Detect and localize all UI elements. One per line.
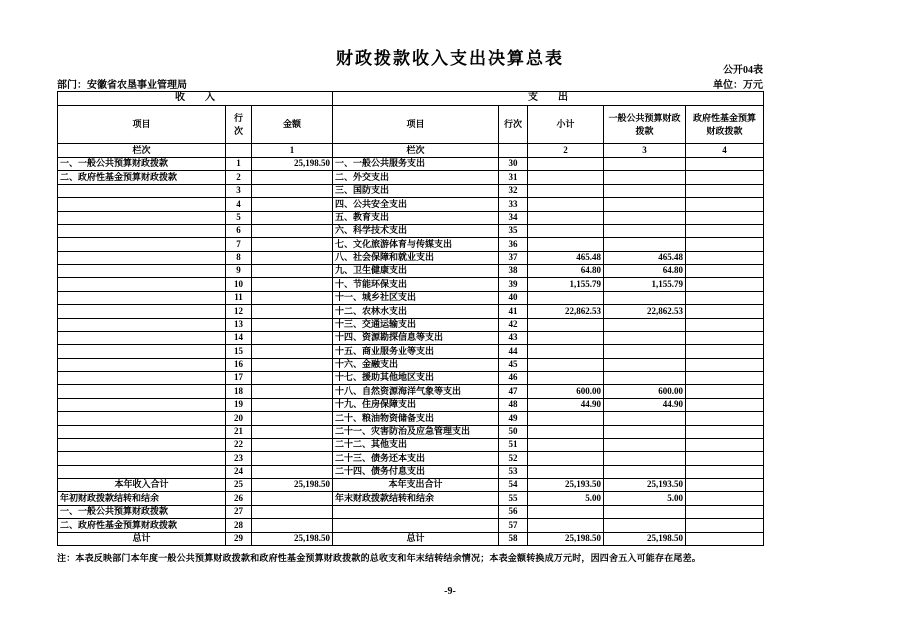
income-line-cell: 26	[226, 492, 252, 505]
expense-subtotal-cell	[528, 452, 604, 465]
income-line-cell: 4	[226, 198, 252, 211]
table-row	[58, 171, 764, 184]
expense-general-cell	[604, 171, 686, 184]
expense-line-cell: 48	[499, 398, 528, 411]
expense-line-cell: 50	[499, 425, 528, 438]
expense-line-cell: 39	[499, 278, 528, 291]
income-amount-cell	[252, 331, 333, 344]
expense-line-cell: 31	[499, 171, 528, 184]
expense-line-cell: 58	[499, 532, 528, 546]
expense-subtotal-cell	[528, 465, 604, 478]
income-amount-cell	[252, 398, 333, 411]
expense-item-cell: 一、一般公共服务支出	[333, 158, 499, 171]
table-row	[58, 278, 764, 291]
expense-subtotal-cell: 22,862.53	[528, 305, 604, 318]
expense-general-cell	[604, 318, 686, 331]
expense-fund-cell	[686, 198, 764, 211]
income-item-cell	[58, 224, 226, 237]
expense-subtotal-cell	[528, 291, 604, 304]
income-item-cell	[58, 238, 226, 251]
expense-subtotal-cell: 25,193.50	[528, 479, 604, 492]
income-item-cell	[58, 318, 226, 331]
expense-general-cell: 22,862.53	[604, 305, 686, 318]
expense-general-cell	[604, 372, 686, 385]
expense-fund-cell	[686, 291, 764, 304]
expense-fund-cell	[686, 251, 764, 264]
income-amount-cell: 25,198.50	[252, 532, 333, 546]
expense-fund-cell	[686, 438, 764, 451]
expense-item-cell: 四、公共安全支出	[333, 198, 499, 211]
income-line-cell: 18	[226, 385, 252, 398]
expense-general-cell	[604, 425, 686, 438]
expense-subtotal-cell: 44.90	[528, 398, 604, 411]
expense-fund-cell	[686, 372, 764, 385]
expense-general-cell: 465.48	[604, 251, 686, 264]
expense-item-cell: 十一、城乡社区支出	[333, 291, 499, 304]
table-row	[58, 412, 764, 425]
income-line-cell: 25	[226, 479, 252, 492]
expense-item-cell: 十二、农林水支出	[333, 305, 499, 318]
income-line-cell: 27	[226, 505, 252, 518]
table-row	[58, 452, 764, 465]
income-item-cell: 总计	[58, 532, 226, 546]
expense-general-cell: 25,193.50	[604, 479, 686, 492]
expense-subtotal-cell: 465.48	[528, 251, 604, 264]
income-amount-cell	[252, 198, 333, 211]
income-amount-cell	[252, 465, 333, 478]
table-row	[58, 519, 764, 532]
expense-item-cell: 八、社会保障和就业支出	[333, 251, 499, 264]
expense-subtotal-cell	[528, 158, 604, 171]
income-item-cell	[58, 412, 226, 425]
budget-table	[57, 91, 764, 546]
expense-fund-cell	[686, 318, 764, 331]
expense-fund-cell	[686, 465, 764, 478]
expense-subtotal-cell	[528, 238, 604, 251]
page-title: 财政拨款收入支出决算总表	[336, 49, 564, 68]
expense-general-cell: 44.90	[604, 398, 686, 411]
income-line-cell: 28	[226, 519, 252, 532]
col-index-label-income: 栏次	[58, 144, 226, 158]
income-item-cell: 一、一般公共预算财政拨款	[58, 505, 226, 518]
expense-item-cell: 十七、援助其他地区支出	[333, 372, 499, 385]
expense-item-cell: 十四、资源勘探信息等支出	[333, 331, 499, 344]
expense-general-cell	[604, 291, 686, 304]
income-item-cell	[58, 345, 226, 358]
table-row	[58, 238, 764, 251]
expense-fund-cell	[686, 505, 764, 518]
expense-general-cell	[604, 198, 686, 211]
income-line-cell: 11	[226, 291, 252, 304]
col-header-income-amount: 金额	[252, 106, 333, 144]
col-index-4: 4	[686, 144, 764, 158]
income-line-cell: 13	[226, 318, 252, 331]
expense-general-cell	[604, 465, 686, 478]
income-item-cell	[58, 265, 226, 278]
expense-line-cell: 53	[499, 465, 528, 478]
expense-item-cell: 九、卫生健康支出	[333, 265, 499, 278]
income-amount-cell	[252, 211, 333, 224]
expense-line-cell: 43	[499, 331, 528, 344]
table-row	[58, 224, 764, 237]
expense-fund-cell	[686, 479, 764, 492]
expense-item-cell: 五、教育支出	[333, 211, 499, 224]
table-row	[58, 291, 764, 304]
column-header-row	[58, 106, 764, 144]
income-item-cell	[58, 358, 226, 371]
income-amount-cell	[252, 385, 333, 398]
income-item-cell	[58, 291, 226, 304]
expense-item-cell: 六、科学技术支出	[333, 224, 499, 237]
expense-subtotal-cell	[528, 211, 604, 224]
col-header-subtotal: 小计	[528, 106, 604, 144]
expense-fund-cell	[686, 532, 764, 546]
table-row	[58, 372, 764, 385]
expense-general-cell	[604, 452, 686, 465]
income-amount-cell	[252, 438, 333, 451]
expense-line-cell: 56	[499, 505, 528, 518]
col-index-blank-expense	[499, 144, 528, 158]
income-item-cell	[58, 198, 226, 211]
col-header-income-line: 行次	[226, 106, 252, 144]
income-line-cell: 16	[226, 358, 252, 371]
footnote: 注：本表反映部门本年度一般公共预算财政拨款和政府性基金预算财政拨款的总收支和年末结转结余情况；本表金额转换成万元时，因四舍五入可能存在尾差。	[57, 553, 702, 563]
expense-line-cell: 34	[499, 211, 528, 224]
expense-fund-cell	[686, 425, 764, 438]
income-item-cell	[58, 438, 226, 451]
income-line-cell: 22	[226, 438, 252, 451]
expense-line-cell: 49	[499, 412, 528, 425]
income-item-cell	[58, 305, 226, 318]
expense-fund-cell	[686, 158, 764, 171]
income-amount-cell	[252, 224, 333, 237]
expense-subtotal-cell	[528, 198, 604, 211]
section-header-row	[58, 92, 764, 106]
col-header-general-public: 一般公共预算财政拨款	[604, 106, 686, 144]
expense-line-cell: 54	[499, 479, 528, 492]
expense-subtotal-cell: 5.00	[528, 492, 604, 505]
income-item-cell	[58, 251, 226, 264]
expense-general-cell	[604, 505, 686, 518]
expense-section-header: 支 出	[333, 92, 764, 106]
income-item-cell: 二、政府性基金预算财政拨款	[58, 171, 226, 184]
expense-item-cell: 本年支出合计	[333, 479, 499, 492]
expense-subtotal-cell: 600.00	[528, 385, 604, 398]
income-amount-cell	[252, 238, 333, 251]
income-amount-cell: 25,198.50	[252, 158, 333, 171]
unit-label: 单位：万元	[713, 80, 763, 91]
expense-item-cell: 十六、金融支出	[333, 358, 499, 371]
expense-subtotal-cell	[528, 184, 604, 197]
expense-general-cell	[604, 358, 686, 371]
expense-line-cell: 51	[499, 438, 528, 451]
table-row	[58, 532, 764, 546]
income-line-cell: 5	[226, 211, 252, 224]
expense-subtotal-cell: 1,155.79	[528, 278, 604, 291]
expense-item-cell: 二十二、其他支出	[333, 438, 499, 451]
expense-item-cell: 十九、住房保障支出	[333, 398, 499, 411]
table-row	[58, 265, 764, 278]
expense-general-cell	[604, 211, 686, 224]
income-amount-cell	[252, 358, 333, 371]
col-index-label-expense: 栏次	[333, 144, 499, 158]
income-amount-cell	[252, 505, 333, 518]
expense-general-cell: 64.80	[604, 265, 686, 278]
income-line-cell: 21	[226, 425, 252, 438]
income-item-cell: 年初财政拨款结转和结余	[58, 492, 226, 505]
expense-fund-cell	[686, 224, 764, 237]
table-row	[58, 198, 764, 211]
expense-subtotal-cell	[528, 372, 604, 385]
income-line-cell: 15	[226, 345, 252, 358]
expense-item-cell: 二十四、债务付息支出	[333, 465, 499, 478]
expense-fund-cell	[686, 345, 764, 358]
table-body	[58, 158, 764, 546]
expense-line-cell: 30	[499, 158, 528, 171]
expense-subtotal-cell: 25,198.50	[528, 532, 604, 546]
expense-subtotal-cell	[528, 412, 604, 425]
table-row	[58, 505, 764, 518]
department-label: 部门：安徽省农垦事业管理局	[57, 80, 187, 91]
income-amount-cell	[252, 278, 333, 291]
table-row	[58, 318, 764, 331]
income-amount-cell	[252, 345, 333, 358]
expense-fund-cell	[686, 211, 764, 224]
table-row	[58, 479, 764, 492]
expense-fund-cell	[686, 331, 764, 344]
expense-fund-cell	[686, 305, 764, 318]
income-item-cell: 二、政府性基金预算财政拨款	[58, 519, 226, 532]
col-header-expense-line: 行次	[499, 106, 528, 144]
income-item-cell: 本年收入合计	[58, 479, 226, 492]
expense-general-cell	[604, 412, 686, 425]
expense-general-cell	[604, 184, 686, 197]
income-section-header: 收 入	[58, 92, 333, 106]
page-number: -9-	[444, 586, 456, 597]
expense-fund-cell	[686, 412, 764, 425]
table-row	[58, 385, 764, 398]
expense-item-cell	[333, 519, 499, 532]
income-amount-cell	[252, 492, 333, 505]
income-item-cell	[58, 372, 226, 385]
expense-item-cell: 十五、商业服务业等支出	[333, 345, 499, 358]
expense-fund-cell	[686, 265, 764, 278]
income-amount-cell	[252, 251, 333, 264]
table-row	[58, 438, 764, 451]
expense-general-cell	[604, 331, 686, 344]
table-row	[58, 345, 764, 358]
expense-fund-cell	[686, 238, 764, 251]
income-line-cell: 7	[226, 238, 252, 251]
expense-general-cell: 5.00	[604, 492, 686, 505]
income-line-cell: 24	[226, 465, 252, 478]
income-line-cell: 10	[226, 278, 252, 291]
income-item-cell	[58, 465, 226, 478]
expense-subtotal-cell	[528, 505, 604, 518]
column-index-row	[58, 144, 764, 158]
expense-line-cell: 45	[499, 358, 528, 371]
expense-fund-cell	[686, 358, 764, 371]
income-line-cell: 29	[226, 532, 252, 546]
table-row	[58, 358, 764, 371]
expense-fund-cell	[686, 492, 764, 505]
expense-item-cell: 十、节能环保支出	[333, 278, 499, 291]
expense-subtotal-cell	[528, 318, 604, 331]
expense-line-cell: 33	[499, 198, 528, 211]
income-item-cell	[58, 425, 226, 438]
income-item-cell	[58, 385, 226, 398]
table-row	[58, 398, 764, 411]
table-row	[58, 492, 764, 505]
income-line-cell: 9	[226, 265, 252, 278]
expense-item-cell: 十八、自然资源海洋气象等支出	[333, 385, 499, 398]
expense-subtotal-cell	[528, 438, 604, 451]
income-item-cell	[58, 278, 226, 291]
income-amount-cell	[252, 452, 333, 465]
expense-line-cell: 46	[499, 372, 528, 385]
expense-fund-cell	[686, 385, 764, 398]
income-amount-cell	[252, 412, 333, 425]
income-amount-cell	[252, 184, 333, 197]
expense-item-cell	[333, 505, 499, 518]
expense-line-cell: 36	[499, 238, 528, 251]
table-row	[58, 305, 764, 318]
income-line-cell: 6	[226, 224, 252, 237]
income-amount-cell	[252, 372, 333, 385]
table-row	[58, 465, 764, 478]
expense-line-cell: 41	[499, 305, 528, 318]
col-index-blank-income	[226, 144, 252, 158]
expense-general-cell: 25,198.50	[604, 532, 686, 546]
expense-subtotal-cell	[528, 519, 604, 532]
expense-item-cell: 二十三、债务还本支出	[333, 452, 499, 465]
col-index-2: 2	[528, 144, 604, 158]
expense-general-cell	[604, 224, 686, 237]
income-line-cell: 8	[226, 251, 252, 264]
expense-line-cell: 35	[499, 224, 528, 237]
income-line-cell: 2	[226, 171, 252, 184]
expense-line-cell: 44	[499, 345, 528, 358]
income-item-cell	[58, 184, 226, 197]
expense-fund-cell	[686, 171, 764, 184]
table-row	[58, 158, 764, 171]
table-row	[58, 331, 764, 344]
income-amount-cell	[252, 171, 333, 184]
expense-line-cell: 55	[499, 492, 528, 505]
expense-fund-cell	[686, 278, 764, 291]
expense-subtotal-cell: 64.80	[528, 265, 604, 278]
income-line-cell: 1	[226, 158, 252, 171]
income-line-cell: 19	[226, 398, 252, 411]
income-line-cell: 3	[226, 184, 252, 197]
expense-line-cell: 52	[499, 452, 528, 465]
table-row	[58, 425, 764, 438]
expense-item-cell: 三、国防支出	[333, 184, 499, 197]
expense-subtotal-cell	[528, 425, 604, 438]
table-row	[58, 211, 764, 224]
income-item-cell	[58, 398, 226, 411]
expense-line-cell: 47	[499, 385, 528, 398]
table-row	[58, 251, 764, 264]
col-header-gov-fund: 政府性基金预算财政拨款	[686, 106, 764, 144]
expense-fund-cell	[686, 519, 764, 532]
expense-line-cell: 37	[499, 251, 528, 264]
expense-item-cell: 二十、粮油物资储备支出	[333, 412, 499, 425]
expense-subtotal-cell	[528, 345, 604, 358]
expense-subtotal-cell	[528, 224, 604, 237]
income-amount-cell	[252, 291, 333, 304]
col-index-3: 3	[604, 144, 686, 158]
income-item-cell	[58, 452, 226, 465]
expense-fund-cell	[686, 398, 764, 411]
col-index-1: 1	[252, 144, 333, 158]
expense-line-cell: 40	[499, 291, 528, 304]
income-line-cell: 23	[226, 452, 252, 465]
income-item-cell	[58, 331, 226, 344]
expense-subtotal-cell	[528, 358, 604, 371]
income-item-cell: 一、一般公共预算财政拨款	[58, 158, 226, 171]
income-line-cell: 12	[226, 305, 252, 318]
income-amount-cell	[252, 305, 333, 318]
income-amount-cell	[252, 425, 333, 438]
income-line-cell: 14	[226, 331, 252, 344]
expense-item-cell: 二十一、灾害防治及应急管理支出	[333, 425, 499, 438]
expense-item-cell: 总计	[333, 532, 499, 546]
expense-general-cell	[604, 438, 686, 451]
expense-fund-cell	[686, 452, 764, 465]
expense-fund-cell	[686, 184, 764, 197]
expense-line-cell: 57	[499, 519, 528, 532]
expense-general-cell: 600.00	[604, 385, 686, 398]
income-amount-cell: 25,198.50	[252, 479, 333, 492]
expense-general-cell	[604, 158, 686, 171]
expense-general-cell	[604, 345, 686, 358]
income-amount-cell	[252, 519, 333, 532]
expense-line-cell: 32	[499, 184, 528, 197]
income-line-cell: 17	[226, 372, 252, 385]
expense-general-cell	[604, 238, 686, 251]
expense-item-cell: 七、文化旅游体育与传媒支出	[333, 238, 499, 251]
expense-subtotal-cell	[528, 171, 604, 184]
col-header-expense-item: 项目	[333, 106, 499, 144]
col-header-income-item: 项目	[58, 106, 226, 144]
expense-general-cell: 1,155.79	[604, 278, 686, 291]
expense-line-cell: 38	[499, 265, 528, 278]
expense-line-cell: 42	[499, 318, 528, 331]
income-item-cell	[58, 211, 226, 224]
table-row	[58, 184, 764, 197]
expense-item-cell: 年末财政拨款结转和结余	[333, 492, 499, 505]
income-line-cell: 20	[226, 412, 252, 425]
expense-subtotal-cell	[528, 331, 604, 344]
table-code: 公开04表	[723, 65, 763, 76]
expense-item-cell: 十三、交通运输支出	[333, 318, 499, 331]
income-amount-cell	[252, 265, 333, 278]
expense-general-cell	[604, 519, 686, 532]
expense-item-cell: 二、外交支出	[333, 171, 499, 184]
income-amount-cell	[252, 318, 333, 331]
